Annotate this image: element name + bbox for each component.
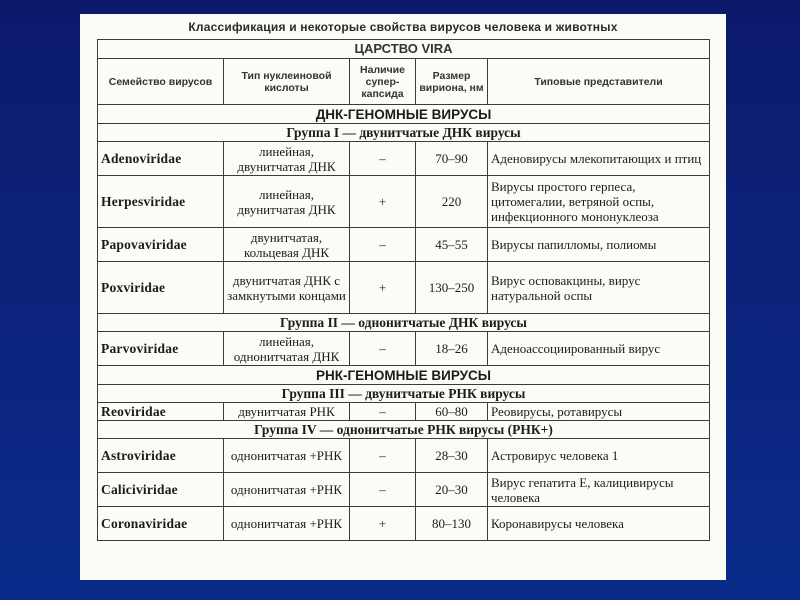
supercapsid-cell: –	[350, 332, 416, 366]
family-cell: Papovaviridae	[98, 228, 224, 262]
table-row	[98, 332, 710, 366]
group-row	[98, 124, 710, 142]
family-cell: Caliciviridae	[98, 473, 224, 507]
examples-cell: Вирусы папилломы, полиомы	[488, 228, 710, 262]
column-header-examples: Типовые представители	[488, 59, 710, 105]
size-cell: 220	[416, 176, 488, 228]
family-cell: Poxviridae	[98, 262, 224, 314]
group-title-2: Группа II — однонитчатые ДНК вирусы	[98, 314, 710, 332]
examples-cell: Аденовирусы млекопитающих и птиц	[488, 142, 710, 176]
size-cell: 70–90	[416, 142, 488, 176]
header-row	[98, 59, 710, 105]
table-row	[98, 176, 710, 228]
size-cell: 28–30	[416, 439, 488, 473]
group-row	[98, 421, 710, 439]
examples-cell: Вирусы простого герпеса, цитомегалии, ветряной оспы, инфекционного мононуклеоза	[488, 176, 710, 228]
section-row	[98, 366, 710, 385]
size-cell: 80–130	[416, 507, 488, 541]
kingdom-row	[98, 40, 710, 59]
group-title-3: Группа III — двунитчатые РНК вирусы	[98, 385, 710, 403]
nucleic-cell: однонитчатая +РНК	[224, 473, 350, 507]
family-cell: Coronaviridae	[98, 507, 224, 541]
table-row	[98, 439, 710, 473]
supercapsid-cell: +	[350, 262, 416, 314]
table-row	[98, 228, 710, 262]
supercapsid-cell: –	[350, 473, 416, 507]
table-row	[98, 403, 710, 421]
column-header-nucleic: Тип нуклеиновой кислоты	[224, 59, 350, 105]
supercapsid-cell: –	[350, 142, 416, 176]
family-cell: Parvoviridae	[98, 332, 224, 366]
size-cell: 130–250	[416, 262, 488, 314]
supercapsid-cell: +	[350, 176, 416, 228]
nucleic-cell: однонитчатая +РНК	[224, 439, 350, 473]
supercapsid-cell: +	[350, 507, 416, 541]
virus-classification-table	[97, 39, 710, 541]
examples-cell: Аденоассоциированный вирус	[488, 332, 710, 366]
examples-cell: Астровирус человека 1	[488, 439, 710, 473]
table-row	[98, 507, 710, 541]
column-header-family: Семейство вирусов	[98, 59, 224, 105]
nucleic-cell: однонитчатая +РНК	[224, 507, 350, 541]
supercapsid-cell: –	[350, 439, 416, 473]
nucleic-cell: линейная, однонитчатая ДНК	[224, 332, 350, 366]
kingdom-title: ЦАРСТВО VIRA	[98, 40, 710, 59]
nucleic-cell: линейная, двунитчатая ДНК	[224, 176, 350, 228]
table-row	[98, 262, 710, 314]
group-title-1: Группа I — двунитчатые ДНК вирусы	[98, 124, 710, 142]
family-cell: Reoviridae	[98, 403, 224, 421]
nucleic-cell: двунитчатая РНК	[224, 403, 350, 421]
size-cell: 60–80	[416, 403, 488, 421]
group-row	[98, 385, 710, 403]
supercapsid-cell: –	[350, 403, 416, 421]
supercapsid-cell: –	[350, 228, 416, 262]
column-header-size: Размер вириона, нм	[416, 59, 488, 105]
size-cell: 18–26	[416, 332, 488, 366]
examples-cell: Вирус гепатита Е, калицивирусы человека	[488, 473, 710, 507]
section-row	[98, 105, 710, 124]
family-cell: Astroviridae	[98, 439, 224, 473]
table-row	[98, 473, 710, 507]
section-title-rna: РНК-ГЕНОМНЫЕ ВИРУСЫ	[98, 366, 710, 385]
family-cell: Herpesviridae	[98, 176, 224, 228]
document-page	[80, 14, 726, 580]
group-title-4: Группа IV — однонитчатые РНК вирусы (РНК+)	[98, 421, 710, 439]
column-header-supercapsid: Наличие супер-капсида	[350, 59, 416, 105]
page-title: Классификация и некоторые свойства вирусов человека и животных	[188, 20, 618, 34]
nucleic-cell: двунитчатая, кольцевая ДНК	[224, 228, 350, 262]
family-cell: Adenoviridae	[98, 142, 224, 176]
examples-cell: Вирус осповакцины, вирус натуральной оспы	[488, 262, 710, 314]
size-cell: 45–55	[416, 228, 488, 262]
examples-cell: Коронавирусы человека	[488, 507, 710, 541]
examples-cell: Реовирусы, ротавирусы	[488, 403, 710, 421]
nucleic-cell: линейная, двунитчатая ДНК	[224, 142, 350, 176]
table-row	[98, 142, 710, 176]
nucleic-cell: двунитчатая ДНК с замкнутыми концами	[224, 262, 350, 314]
size-cell: 20–30	[416, 473, 488, 507]
group-row	[98, 314, 710, 332]
section-title-dna: ДНК-ГЕНОМНЫЕ ВИРУСЫ	[98, 105, 710, 124]
